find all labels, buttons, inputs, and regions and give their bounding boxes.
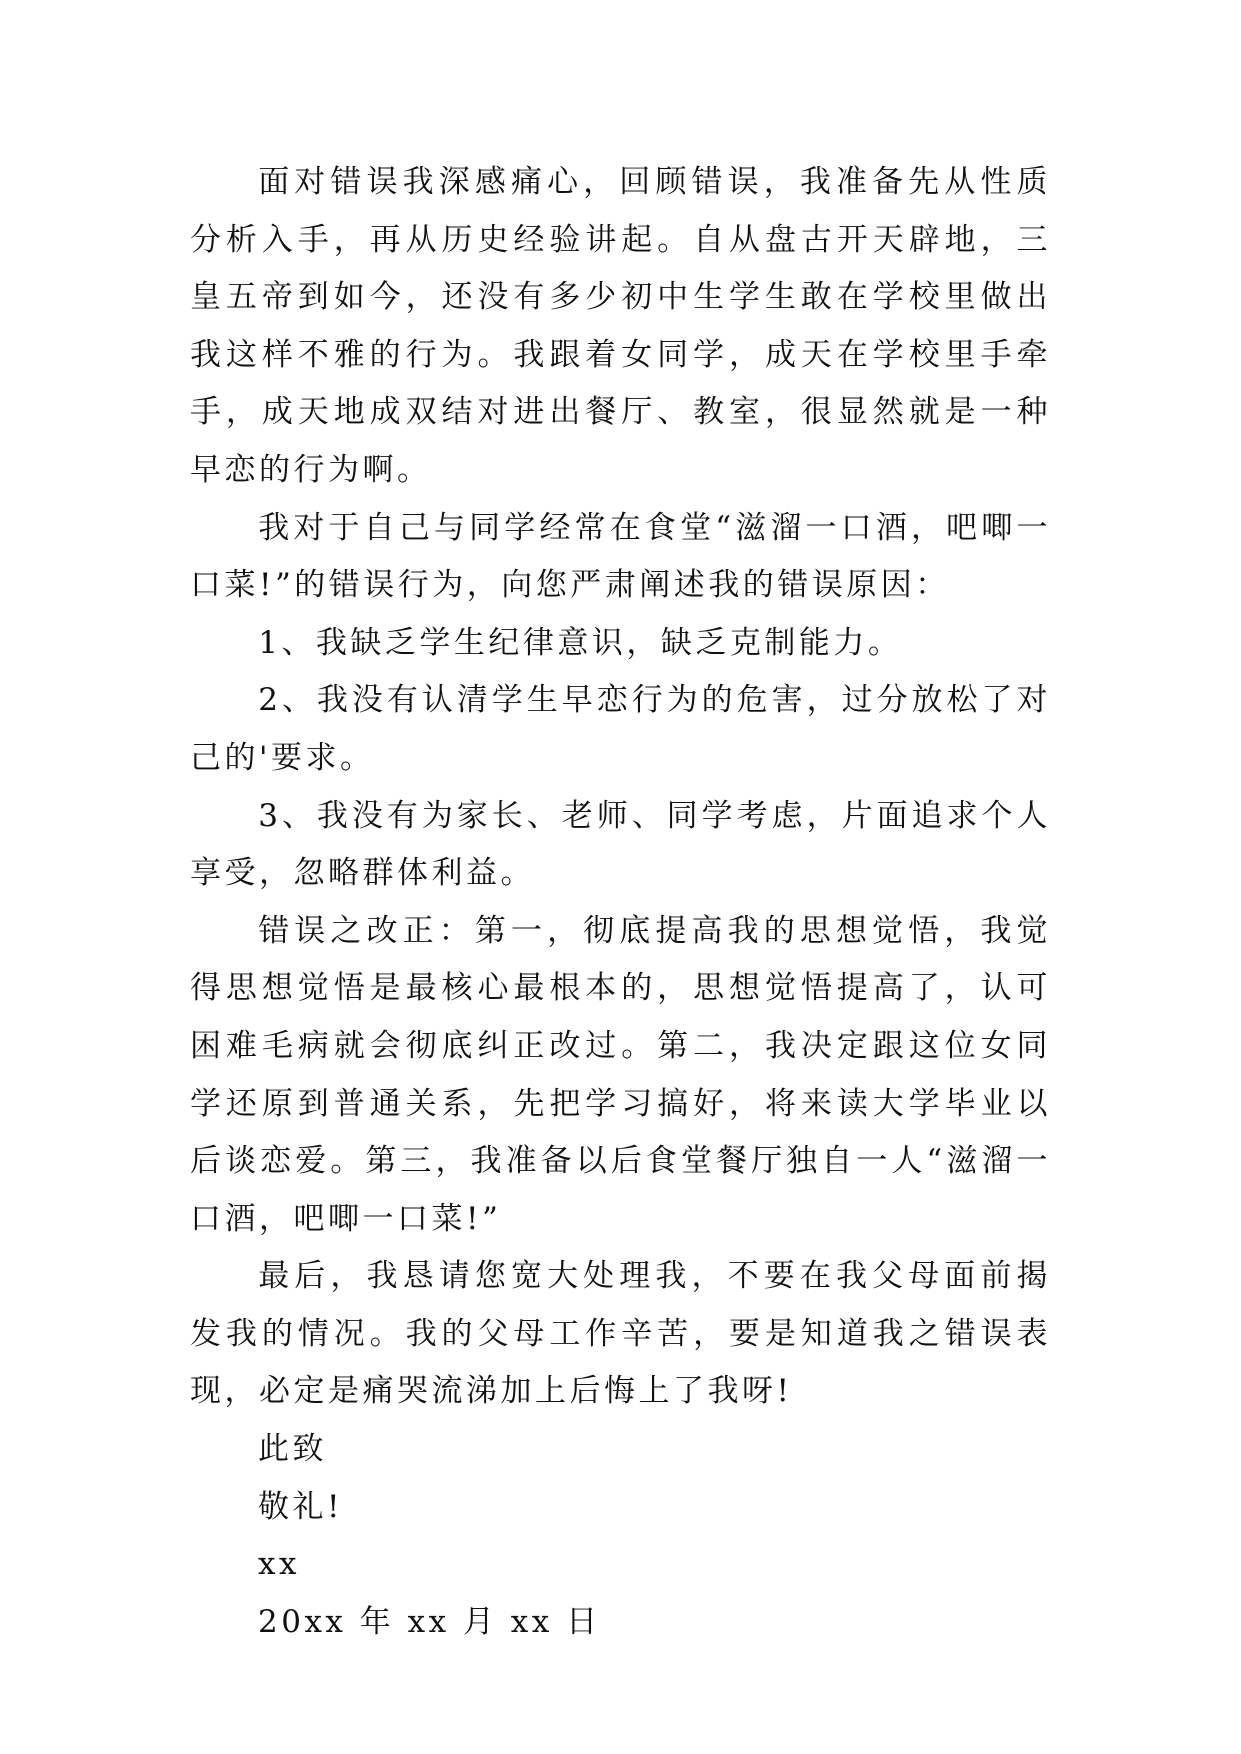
paragraph-5: 3、我没有为家长、老师、同学考虑，片面追求个人享受，忽略群体利益。: [190, 797, 1051, 892]
date-text: 20xx 年 xx 月 xx 日: [258, 1603, 601, 1640]
paragraph-2: 我对于自己与同学经常在食堂“滋溜一口酒，吧唧一口菜!”的错误行为，向您严肃阐述我的错误原因：: [190, 509, 1051, 604]
closing-text: 此致: [258, 1431, 327, 1468]
paragraph-1: 面对错误我深感痛心，回顾错误，我准备先从性质分析入手，再从历史经验讲起。自从盘古开天辟地，三皇五帝到如今，还没有多少初中生学生敢在学校里做出我这样不雅的行为。我跟着女同学，成天在学校里手牵手，成天地成双结对进出餐厅、教室，很显然就是一种早恋的行为啊。: [190, 164, 1051, 488]
paragraph-6: 错误之改正：第一，彻底提高我的思想觉悟，我觉得思想觉悟是最核心最根本的，思想觉悟提高了，认可困难毛病就会彻底纠正改过。第二，我决定跟这位女同学还原到普通关系，先把学习搞好，将来读大学毕业以后谈恋爱。第三，我准备以后食堂餐厅独自一人“滋溜一口酒，吧唧一口菜!”: [190, 912, 1051, 1237]
paragraph-3: 1、我缺乏学生纪律意识，缺乏克制能力。: [258, 624, 903, 661]
salutation-text: 敬礼!: [258, 1488, 343, 1525]
signature-text: xx: [258, 1546, 300, 1583]
paragraph-7: 最后，我恳请您宽大处理我，不要在我父母面前揭发我的情况。我的父母工作辛苦，要是知道我之错误表现，必定是痛哭流涕加上后悔上了我呀!: [190, 1258, 1051, 1410]
paragraph-4: 2、我没有认清学生早恋行为的危害，过分放松了对己的'要求。: [190, 682, 1051, 776]
document-page: [190, 154, 1051, 1651]
